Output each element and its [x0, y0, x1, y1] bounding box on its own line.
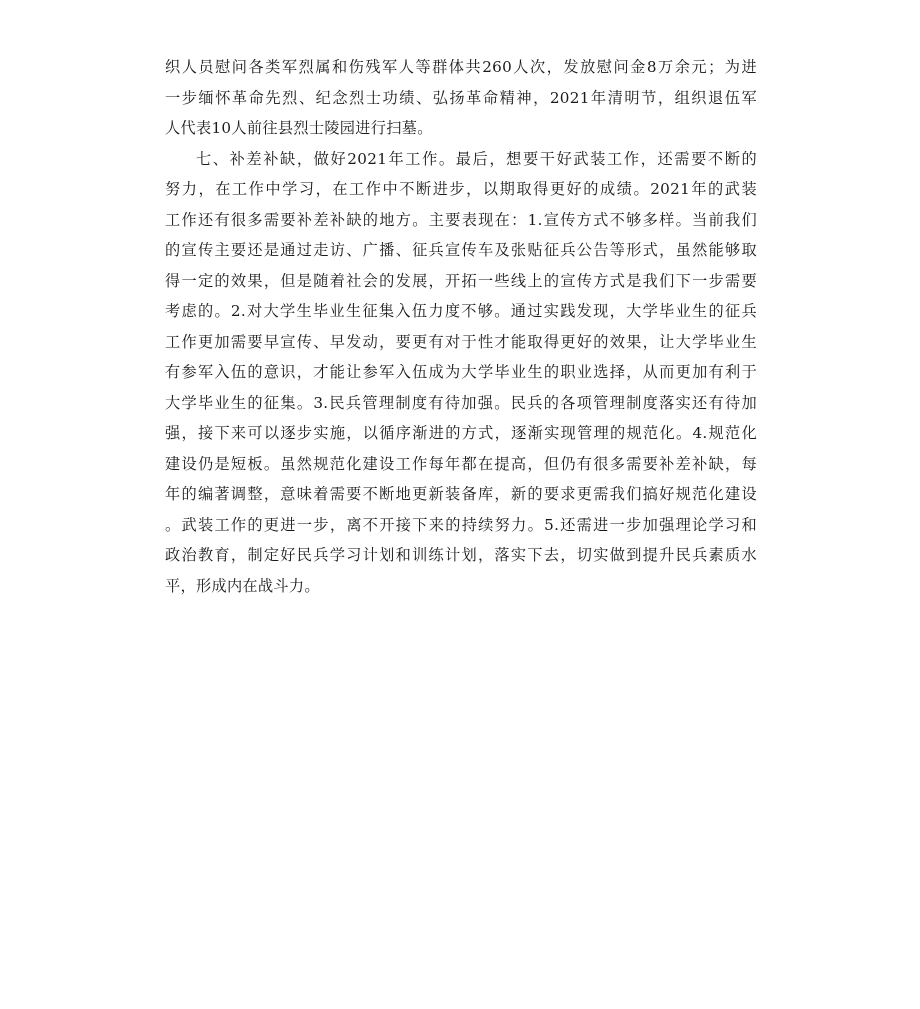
- paragraph-line: 政治教育，制定好民兵学习计划和训练计划，落实下去，切实做到提升民兵素质水: [165, 546, 757, 564]
- paragraph-line: 工作还有很多需要补差补缺的地方。主要表现在：1.宣传方式不够多样。当前我们: [165, 210, 757, 229]
- paragraph-line: 的宣传主要还是通过走访、广播、征兵宣传车及张贴征兵公告等形式，虽然能够取: [165, 241, 757, 259]
- paragraph-line: 平，形成内在战斗力。: [165, 576, 320, 595]
- paragraph-line: 建设仍是短板。虽然规范化建设工作每年都在提高，但仍有很多需要补差补缺，每: [165, 454, 757, 473]
- paragraph-line: 得一定的效果，但是随着社会的发展，开拓一些线上的宣传方式是我们下一步需要: [165, 271, 757, 290]
- paragraph-line: 七、补差补缺，做好2021年工作。最后，想要干好武装工作，还需要不断的: [196, 149, 757, 168]
- paragraph-line: 织人员慰问各类军烈属和伤残军人等群体共260人次，发放慰问金8万余元；为进: [165, 58, 757, 76]
- paragraph-line: 考虑的。2.对大学生毕业生征集入伍力度不够。通过实践发现，大学毕业生的征兵: [165, 302, 757, 320]
- paragraph-line: 工作更加需要早宣传、早发动，要更有对于性才能取得更好的效果，让大学毕业生: [165, 332, 757, 351]
- paragraph-1: [165, 52, 757, 144]
- paragraph-line: 年的编著调整，意味着需要不断地更新装备库，新的要求更需我们搞好规范化建设: [165, 485, 757, 503]
- paragraph-line: 。武装工作的更进一步，离不开接下来的持续努力。5.还需进一步加强理论学习和: [165, 515, 757, 534]
- paragraph-line: 强，接下来可以逐步实施，以循序渐进的方式，逐渐实现管理的规范化。4.规范化: [165, 424, 757, 442]
- paragraph-2: [165, 144, 757, 602]
- paragraph-line: 有参军入伍的意识，才能让参军入伍成为大学毕业生的职业选择，从而更加有利于: [165, 363, 757, 381]
- document-body: [165, 52, 757, 601]
- paragraph-line: 大学毕业生的征集。3.民兵管理制度有待加强。民兵的各项管理制度落实还有待加: [165, 393, 757, 412]
- paragraph-line: 努力，在工作中学习，在工作中不断进步，以期取得更好的成绩。2021年的武装: [165, 180, 757, 198]
- paragraph-line: 人代表10人前往县烈士陵园进行扫墓。: [165, 119, 433, 137]
- paragraph-line: 一步缅怀革命先烈、纪念烈士功绩、弘扬革命精神，2021年清明节，组织退伍军: [165, 88, 757, 107]
